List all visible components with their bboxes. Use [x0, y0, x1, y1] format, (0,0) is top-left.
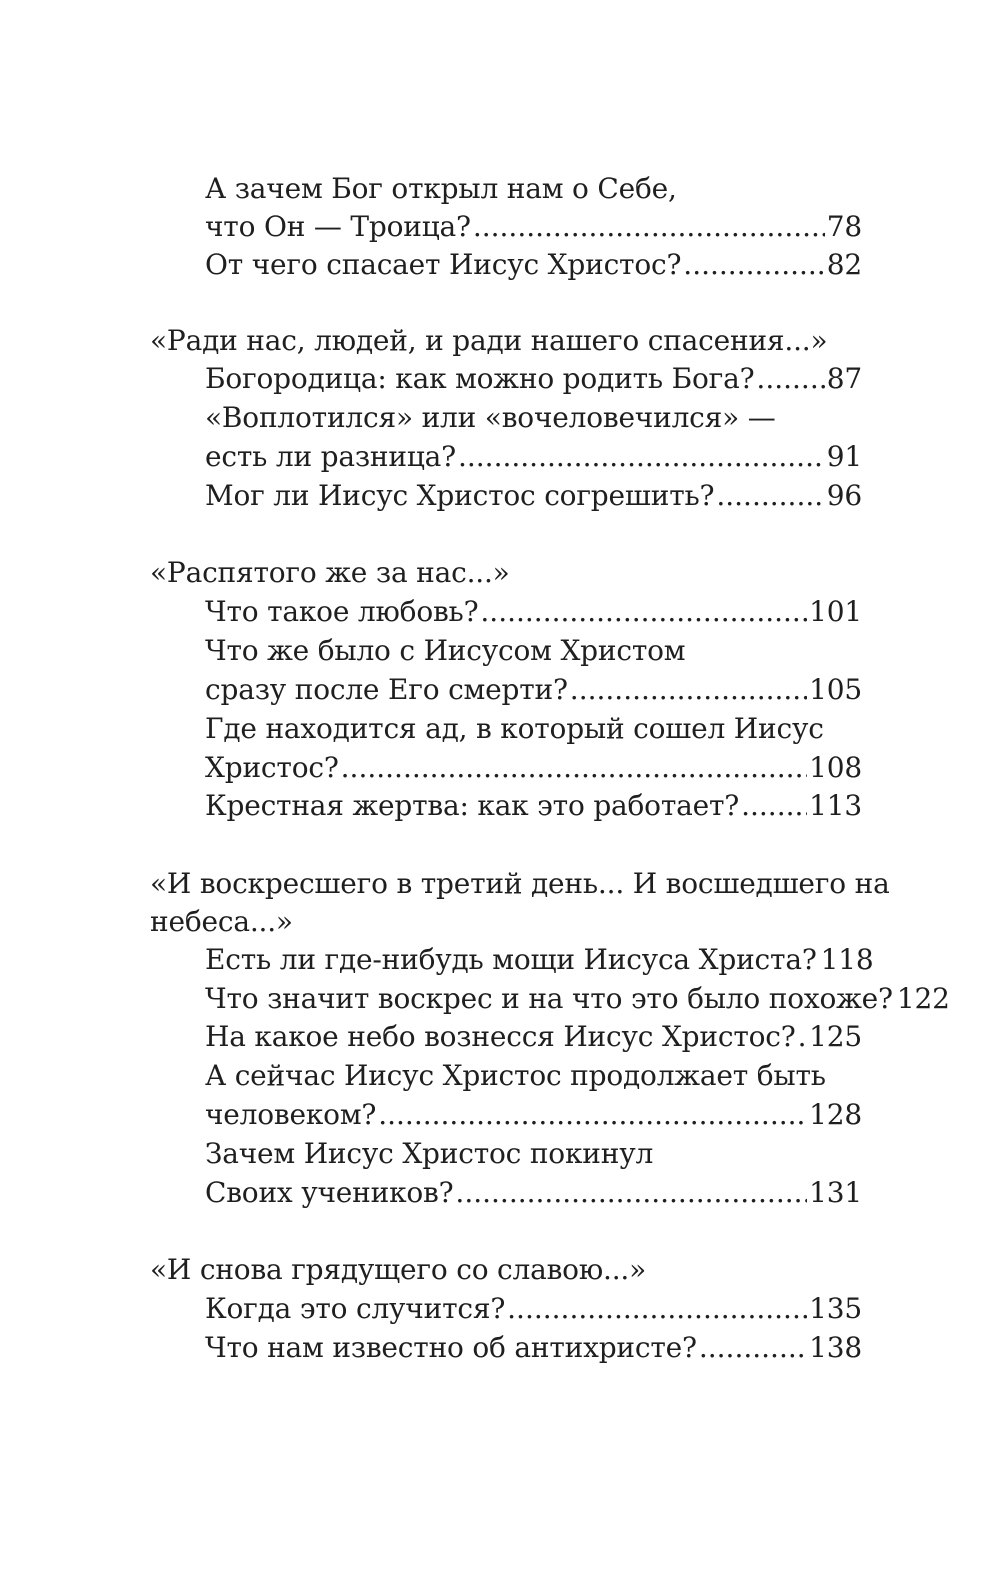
toc-entry-text: Что нам известно об антихристе? [205, 1331, 697, 1364]
toc-entry-text: человеком? [205, 1098, 377, 1131]
leader-dots [378, 1096, 807, 1134]
section-heading: небеса...» [150, 905, 293, 938]
toc-entry [205, 477, 862, 515]
toc-entry [205, 1174, 862, 1212]
page-number: 101 [809, 595, 862, 628]
leader-dots [699, 1329, 807, 1367]
toc-entry [205, 749, 862, 787]
toc-entry-text: Что значит воскрес и на что это было похоже? [205, 982, 893, 1015]
section-heading: «Ради нас, людей, и ради нашего спасения...» [150, 324, 828, 357]
toc-entry-text: Христос? [205, 751, 339, 784]
toc-entry-text: Когда это случится? [205, 1292, 506, 1325]
leader-dots [341, 749, 808, 787]
toc-entry [205, 1096, 862, 1134]
toc-entry [205, 1018, 862, 1056]
page-number: 125 [809, 1020, 862, 1053]
page-number: 138 [809, 1331, 862, 1364]
toc-entry [205, 246, 862, 284]
leader-dots [756, 360, 824, 398]
toc-entry-text: На какое небо вознесся Иисус Христос? [205, 1020, 796, 1053]
leader-dots [473, 208, 825, 246]
leader-dots [507, 1290, 807, 1328]
leader-dots [455, 1174, 807, 1212]
leader-dots [741, 787, 807, 825]
leader-dots [683, 246, 824, 284]
toc-entry-line [205, 399, 862, 437]
leader-dots [716, 477, 824, 515]
leader-dots [480, 593, 807, 631]
toc-entry-line [205, 632, 862, 670]
toc-entry-text: Своих учеников? [205, 1176, 454, 1209]
section-heading: «Распятого же за нас...» [150, 556, 510, 589]
toc-entry-text: «Воплотился» или «вочеловечился» — [205, 401, 776, 434]
toc-entry-text: Что такое любовь? [205, 595, 479, 628]
toc-entry-text: Мог ли Иисус Христос согрешить? [205, 479, 715, 512]
toc-entry-text: что Он — Троица? [205, 210, 471, 243]
toc-entry-text: Зачем Иисус Христос покинул [205, 1137, 654, 1170]
page-number: 108 [809, 751, 862, 784]
leader-dots [458, 438, 825, 476]
toc-entry [205, 1329, 862, 1367]
page-number: 135 [809, 1292, 862, 1325]
section-heading: «И снова грядущего со славою...» [150, 1253, 647, 1286]
toc-entry [205, 593, 862, 631]
toc-entry-line [205, 1057, 862, 1095]
section-heading: «И воскресшего в третий день... И восшедшего на [150, 867, 890, 900]
toc-entry [205, 980, 950, 1018]
page-number: 128 [809, 1098, 862, 1131]
toc-entry [205, 208, 862, 246]
toc-entry [205, 360, 862, 398]
toc-entry-text: От чего спасает Иисус Христос? [205, 248, 682, 281]
page-number: 87 [826, 362, 862, 395]
page-number: 105 [809, 673, 862, 706]
toc-entry-text: Богородица: как можно родить Бога? [205, 362, 755, 395]
toc-entry [205, 671, 862, 709]
toc-entry-text: есть ли разница? [205, 440, 456, 473]
toc-entry-text: А зачем Бог открыл нам о Себе, [205, 172, 677, 205]
toc-entry-text: Есть ли где-нибудь мощи Иисуса Христа? [205, 943, 817, 976]
leader-dots [798, 1018, 808, 1056]
toc-entry-text: Что же было с Иисусом Христом [205, 634, 686, 667]
toc-entry-text: Крестная жертва: как это работает? [205, 789, 740, 822]
page-number: 82 [826, 248, 862, 281]
toc-entry-text: сразу после Его смерти? [205, 673, 568, 706]
toc-entry-text: А сейчас Иисус Христос продолжает быть [205, 1059, 826, 1092]
page-number: 131 [809, 1176, 862, 1209]
toc-entry-line [205, 710, 862, 748]
toc-entry [205, 941, 874, 979]
page-number: 122 [896, 982, 950, 1015]
toc-entry [205, 1290, 862, 1328]
toc-entry-line [205, 170, 862, 208]
page-number: 78 [826, 210, 862, 243]
toc-entry-line [205, 1135, 862, 1173]
toc-entry [205, 438, 862, 476]
toc-entry-text: Где находится ад, в который сошел Иисус [205, 712, 824, 745]
toc-entry [205, 787, 862, 825]
page-number: 96 [826, 479, 862, 512]
page-number: 91 [826, 440, 862, 473]
leader-dots [570, 671, 807, 709]
page-number: 118 [820, 943, 874, 976]
page-number: 113 [809, 789, 862, 822]
